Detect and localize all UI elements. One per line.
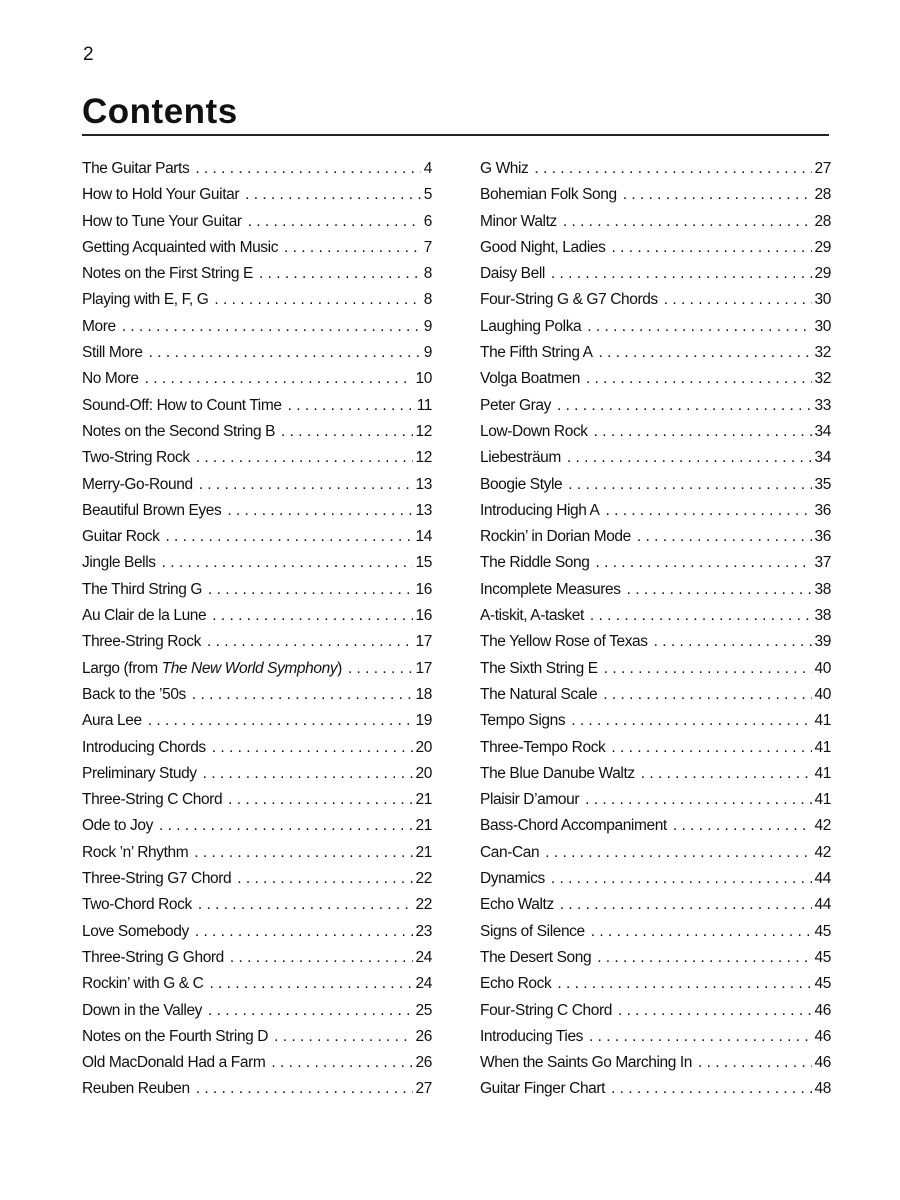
toc-entry-title: Old MacDonald Had a Farm: [82, 1054, 266, 1072]
toc-entry-title: Aura Lee: [82, 712, 142, 730]
toc-entry-title: The Fifth String A: [480, 344, 593, 362]
toc-entry: [480, 528, 831, 554]
dot-leader: [196, 449, 413, 467]
toc-entry: [82, 318, 432, 344]
toc-entry: [480, 1054, 831, 1080]
dot-leader: [641, 765, 812, 783]
toc-entry-page: 44: [814, 870, 831, 888]
dot-leader: [567, 449, 812, 467]
toc-entry-page: 26: [415, 1027, 432, 1045]
dot-leader: [159, 817, 413, 835]
toc-entry-page: 41: [814, 738, 831, 756]
toc-entry-page: 21: [415, 791, 432, 809]
dot-leader: [227, 502, 412, 520]
toc-entry-title: No More: [82, 370, 139, 388]
toc-entry-page: 22: [415, 870, 432, 888]
toc-entry-page: 16: [415, 580, 432, 598]
dot-leader: [195, 160, 420, 178]
toc-entry-page: 12: [415, 449, 432, 467]
toc-entry: [82, 791, 432, 817]
toc-entry: [480, 449, 831, 475]
toc-entry-title: The Riddle Song: [480, 554, 590, 572]
toc-entry: [82, 528, 432, 554]
dot-leader: [557, 397, 812, 415]
toc-entry: [480, 844, 831, 870]
toc-entry: [82, 423, 432, 449]
dot-leader: [214, 291, 420, 309]
dot-leader: [557, 975, 811, 993]
toc-entry-page: 21: [415, 843, 432, 861]
toc-entry: [480, 686, 831, 712]
toc-entry: [82, 397, 432, 423]
dot-leader: [348, 660, 413, 678]
toc-entry-page: 18: [415, 685, 432, 703]
toc-entry-page: 40: [814, 659, 831, 677]
toc-entry: [82, 949, 432, 975]
toc-entry: [82, 449, 432, 475]
dot-leader: [571, 712, 811, 730]
toc-entry: [82, 739, 432, 765]
dot-leader: [623, 186, 812, 204]
dot-leader: [209, 975, 412, 993]
dot-leader: [611, 1080, 811, 1098]
toc-entry-title: Guitar Finger Chart: [480, 1080, 606, 1098]
dot-leader: [165, 528, 412, 546]
toc-entry-title: Volga Boatmen: [480, 370, 580, 388]
dot-leader: [618, 1002, 812, 1020]
toc-entry-title: Daisy Bell: [480, 265, 545, 283]
toc-entry: [82, 870, 432, 896]
toc-entry-title: When the Saints Go Marching In: [480, 1054, 693, 1072]
toc-entry-title: Notes on the Fourth String D: [82, 1027, 269, 1045]
toc-entry: [480, 344, 831, 370]
toc-entry-title: Rockin’ with G & C: [82, 975, 204, 993]
toc-entry: [82, 633, 432, 659]
toc-entry-title: Incomplete Measures: [480, 580, 621, 598]
toc-entry: [82, 476, 432, 502]
dot-leader: [281, 423, 413, 441]
dot-leader: [654, 633, 812, 651]
dot-leader: [599, 344, 812, 362]
toc-entry-title: Good Night, Ladies: [480, 238, 606, 256]
toc-entry-title: Sound-Off: How to Count Time: [82, 396, 282, 414]
toc-entry: [480, 1002, 831, 1028]
toc-entry-page: 36: [814, 528, 831, 546]
dot-leader: [627, 581, 812, 599]
toc-entry-page: 20: [415, 764, 432, 782]
toc-entry-title: Two-Chord Rock: [82, 896, 192, 914]
toc-entry: [82, 1080, 432, 1106]
toc-entry-title: Signs of Silence: [480, 922, 585, 940]
toc-entry-page: 37: [814, 554, 831, 572]
toc-entry-title: The Blue Danube Waltz: [480, 764, 635, 782]
dot-leader: [208, 581, 413, 599]
toc-entry-page: 42: [814, 817, 831, 835]
toc-entry-title: Love Somebody: [82, 922, 189, 940]
toc-entry: [480, 896, 831, 922]
toc-entry: [480, 370, 831, 396]
dot-leader: [560, 896, 812, 914]
toc-entry-title: Introducing High A: [480, 501, 600, 519]
toc-entry: [480, 213, 831, 239]
dot-leader: [589, 1028, 812, 1046]
toc-entry: [82, 502, 432, 528]
toc-entry-title: Minor Waltz: [480, 212, 557, 230]
toc-entry-title: Four-String G & G7 Chords: [480, 291, 658, 309]
toc-entry-page: 8: [423, 291, 432, 309]
toc-entry: [480, 160, 831, 186]
toc-entry-page: 6: [423, 212, 432, 230]
toc-entry-title: Getting Acquainted with Music: [82, 238, 279, 256]
toc-entry-title: Peter Gray: [480, 396, 551, 414]
toc-entry-page: 20: [415, 738, 432, 756]
toc-entry-title: Introducing Ties: [480, 1027, 584, 1045]
toc-entry-title: Three-String C Chord: [82, 791, 223, 809]
dot-leader: [122, 318, 421, 336]
toc-entry: [82, 265, 432, 291]
toc-entry: [480, 554, 831, 580]
toc-entry: [82, 817, 432, 843]
toc-entry-page: 41: [814, 764, 831, 782]
dot-leader: [228, 791, 412, 809]
toc-entry-title: Notes on the Second String B: [82, 422, 276, 440]
toc-entry-page: 45: [814, 922, 831, 940]
toc-entry-page: 12: [415, 422, 432, 440]
toc-entry-title: A-tiskit, A-tasket: [480, 607, 584, 625]
dot-leader: [196, 1080, 413, 1098]
toc-entry-title: Boogie Style: [480, 475, 563, 493]
toc-entry-page: 46: [814, 1054, 831, 1072]
toc-entry-title: Playing with E, F, G: [82, 291, 209, 309]
dot-leader: [698, 1054, 812, 1072]
toc-entry-page: 36: [814, 501, 831, 519]
dot-leader: [212, 607, 412, 625]
toc-entry-title: Au Clair de la Lune: [82, 607, 207, 625]
toc-entry-title: Tempo Signs: [480, 712, 566, 730]
toc-entry-title: Dynamics: [480, 870, 545, 888]
toc-entry: [82, 554, 432, 580]
toc-entry-title: The Desert Song: [480, 948, 592, 966]
toc-entry: [480, 423, 831, 449]
toc-entry-title: Four-String C Chord: [480, 1001, 612, 1019]
toc-entry-page: 16: [415, 607, 432, 625]
toc-entry-title: How to Tune Your Guitar: [82, 212, 242, 230]
toc-entry: [480, 975, 831, 1001]
toc-entry-page: 9: [423, 317, 432, 335]
dot-leader: [673, 817, 812, 835]
dot-leader: [237, 870, 412, 888]
dot-leader: [563, 213, 812, 231]
toc-entry-page: 13: [415, 501, 432, 519]
toc-entry-page: 21: [415, 817, 432, 835]
toc-entry-title: The Guitar Parts: [82, 160, 190, 177]
toc-entry: [82, 213, 432, 239]
toc-entry-page: 22: [415, 896, 432, 914]
toc-entry-title: Low-Down Rock: [480, 422, 588, 440]
toc-entry-title: The Yellow Rose of Texas: [480, 633, 648, 651]
toc-entry-page: 32: [814, 370, 831, 388]
dot-leader: [148, 712, 413, 730]
toc-entry-page: 35: [814, 475, 831, 493]
toc-entry-page: 30: [814, 291, 831, 309]
toc-entry-page: 41: [814, 712, 831, 730]
toc-entry-title: Rock ’n’ Rhythm: [82, 843, 189, 861]
toc-entry-title: Plaisir D’amour: [480, 791, 580, 809]
toc-entry-title: Can-Can: [480, 843, 540, 861]
page-title: Contents: [82, 92, 238, 131]
dot-leader: [274, 1028, 412, 1046]
dot-leader: [259, 265, 421, 283]
toc-entry-title: Bass-Chord Accompaniment: [480, 817, 667, 835]
toc-entry-page: 14: [415, 528, 432, 546]
toc-entry-page: 38: [814, 607, 831, 625]
toc-entry-page: 8: [423, 265, 432, 283]
toc-entry: [480, 318, 831, 344]
contents-right-column: [480, 160, 831, 1107]
dot-leader: [568, 476, 811, 494]
toc-entry: [82, 1028, 432, 1054]
toc-entry-title: Preliminary Study: [82, 764, 197, 782]
toc-entry-page: 9: [423, 344, 432, 362]
toc-entry: [480, 923, 831, 949]
dot-leader: [605, 502, 811, 520]
toc-entry-title: Three-String G7 Chord: [82, 870, 232, 888]
toc-entry-page: 26: [415, 1054, 432, 1072]
toc-entry-title: Still More: [82, 344, 143, 362]
toc-entry-page: 28: [814, 212, 831, 230]
dot-leader: [245, 186, 421, 204]
dot-leader: [198, 896, 413, 914]
toc-entry: [82, 581, 432, 607]
toc-entry: [82, 186, 432, 212]
toc-entry-title: Back to the ’50s: [82, 685, 186, 703]
toc-entry: [480, 239, 831, 265]
toc-entry-page: 19: [415, 712, 432, 730]
toc-entry-title: Rockin’ in Dorian Mode: [480, 528, 631, 546]
dot-leader: [587, 318, 811, 336]
dot-leader: [611, 739, 811, 757]
toc-entry: [82, 370, 432, 396]
dot-leader: [212, 739, 413, 757]
toc-entry: [480, 1028, 831, 1054]
toc-entry: [480, 607, 831, 633]
toc-entry-page: 46: [814, 1001, 831, 1019]
dot-leader: [195, 923, 413, 941]
toc-entry: [82, 896, 432, 922]
dot-leader: [604, 660, 812, 678]
toc-entry: [480, 870, 831, 896]
dot-leader: [594, 423, 812, 441]
dot-leader: [595, 554, 811, 572]
toc-entry-page: 45: [814, 948, 831, 966]
toc-entry: [82, 160, 432, 186]
toc-entry-page: 15: [415, 554, 432, 572]
dot-leader: [603, 686, 811, 704]
toc-entry: [82, 712, 432, 738]
dot-leader: [288, 397, 414, 415]
toc-entry-page: 4: [423, 160, 432, 177]
toc-entry-page: 5: [423, 186, 432, 204]
toc-entry-page: 24: [415, 948, 432, 966]
toc-entry: [480, 817, 831, 843]
toc-entry-page: 25: [415, 1001, 432, 1019]
toc-entry-title: Merry-Go-Round: [82, 475, 193, 493]
toc-entry-page: 24: [415, 975, 432, 993]
dot-leader: [585, 791, 811, 809]
toc-entry-page: 38: [814, 580, 831, 598]
toc-entry: [480, 739, 831, 765]
dot-leader: [591, 923, 812, 941]
toc-entry-title: Three-String G Ghord: [82, 948, 224, 966]
dot-leader: [271, 1054, 412, 1072]
toc-entry-page: 32: [814, 344, 831, 362]
dot-leader: [597, 949, 811, 967]
toc-entry-page: 27: [415, 1080, 432, 1098]
toc-entry: [82, 844, 432, 870]
dot-leader: [145, 370, 413, 388]
toc-entry: [480, 397, 831, 423]
toc-entry-title: Echo Rock: [480, 975, 552, 993]
toc-entry-page: 40: [814, 685, 831, 703]
toc-entry-title: Introducing Chords: [82, 738, 206, 756]
toc-entry-title: Down in the Valley: [82, 1001, 203, 1019]
toc-entry: [82, 1054, 432, 1080]
toc-entry-title: Jingle Bells: [82, 554, 156, 572]
toc-entry-page: 29: [814, 265, 831, 283]
toc-entry: [82, 686, 432, 712]
toc-entry-title: Largo (from The New World Symphony): [82, 659, 342, 677]
dot-leader: [612, 239, 812, 257]
toc-entry-page: 33: [814, 396, 831, 414]
toc-entry: [480, 712, 831, 738]
toc-entry-page: 11: [416, 396, 432, 414]
toc-entry-title: Three-Tempo Rock: [480, 738, 606, 756]
toc-entry-page: 39: [814, 633, 831, 651]
toc-entry: [480, 765, 831, 791]
toc-entry: [82, 923, 432, 949]
toc-entry: [82, 975, 432, 1001]
toc-entry-page: 48: [814, 1080, 831, 1098]
toc-entry-page: 42: [814, 843, 831, 861]
dot-leader: [149, 344, 421, 362]
toc-entry: [82, 765, 432, 791]
toc-entry-page: 44: [814, 896, 831, 914]
toc-entry-title: Ode to Joy: [82, 817, 153, 835]
toc-entry: [480, 660, 831, 686]
dot-leader: [590, 607, 812, 625]
toc-entry: [480, 633, 831, 659]
toc-entry-page: 45: [814, 975, 831, 993]
toc-entry-title: More: [82, 317, 116, 335]
dot-leader: [664, 291, 812, 309]
toc-entry: [82, 607, 432, 633]
toc-entry-title: Liebesträum: [480, 449, 561, 467]
dot-leader: [207, 633, 413, 651]
toc-entry-title: Three-String Rock: [82, 633, 201, 651]
contents-left-column: [82, 160, 432, 1107]
dot-leader: [637, 528, 812, 546]
toc-entry-page: 28: [814, 186, 831, 204]
toc-entry-title: G Whiz: [480, 160, 529, 177]
toc-entry-page: 10: [415, 370, 432, 388]
toc-entry-title: The Natural Scale: [480, 685, 598, 703]
toc-entry: [480, 502, 831, 528]
dot-leader: [551, 265, 812, 283]
toc-entry-page: 29: [814, 238, 831, 256]
toc-entry: [82, 1002, 432, 1028]
dot-leader: [194, 844, 412, 862]
dot-leader: [162, 554, 413, 572]
toc-entry-page: 46: [814, 1027, 831, 1045]
toc-entry: [82, 239, 432, 265]
dot-leader: [284, 239, 421, 257]
toc-entry-page: 17: [415, 659, 432, 677]
toc-entry-page: 23: [415, 922, 432, 940]
toc-entry: [480, 949, 831, 975]
toc-entry: [480, 186, 831, 212]
toc-entry-page: 27: [814, 160, 831, 177]
toc-entry: [480, 791, 831, 817]
toc-entry: [480, 581, 831, 607]
toc-entry-title: Beautiful Brown Eyes: [82, 501, 222, 519]
toc-entry-title: The Third String G: [82, 580, 203, 598]
toc-entry-page: 7: [423, 238, 432, 256]
dot-leader: [203, 765, 413, 783]
dot-leader: [545, 844, 811, 862]
toc-entry: [82, 660, 432, 686]
toc-entry: [480, 291, 831, 317]
dot-leader: [208, 1002, 413, 1020]
dot-leader: [534, 160, 811, 178]
toc-entry-page: 41: [814, 791, 831, 809]
toc-entry: [82, 291, 432, 317]
toc-entry-title: The Sixth String E: [480, 659, 598, 677]
toc-entry-page: 34: [814, 422, 831, 440]
toc-entry-title: Two-String Rock: [82, 449, 190, 467]
dot-leader: [586, 370, 812, 388]
toc-entry-title: Echo Waltz: [480, 896, 554, 914]
toc-entry-page: 17: [415, 633, 432, 651]
dot-leader: [230, 949, 413, 967]
title-rule: [82, 134, 829, 136]
toc-entry-title: Reuben Reuben: [82, 1080, 190, 1098]
dot-leader: [192, 686, 413, 704]
toc-entry: [480, 476, 831, 502]
dot-leader: [248, 213, 421, 231]
dot-leader: [551, 870, 812, 888]
toc-entry-title: Laughing Polka: [480, 317, 582, 335]
toc-entry-page: 30: [814, 317, 831, 335]
toc-entry: [480, 265, 831, 291]
dot-leader: [199, 476, 413, 494]
page-number: 2: [83, 44, 94, 65]
toc-entry-title: How to Hold Your Guitar: [82, 186, 240, 204]
toc-entry: [480, 1080, 831, 1106]
toc-entry-page: 13: [415, 475, 432, 493]
toc-entry-title: Notes on the First String E: [82, 265, 253, 283]
toc-entry-title: Bohemian Folk Song: [480, 186, 617, 204]
toc-entry-page: 34: [814, 449, 831, 467]
toc-entry-title: Guitar Rock: [82, 528, 160, 546]
toc-entry: [82, 344, 432, 370]
